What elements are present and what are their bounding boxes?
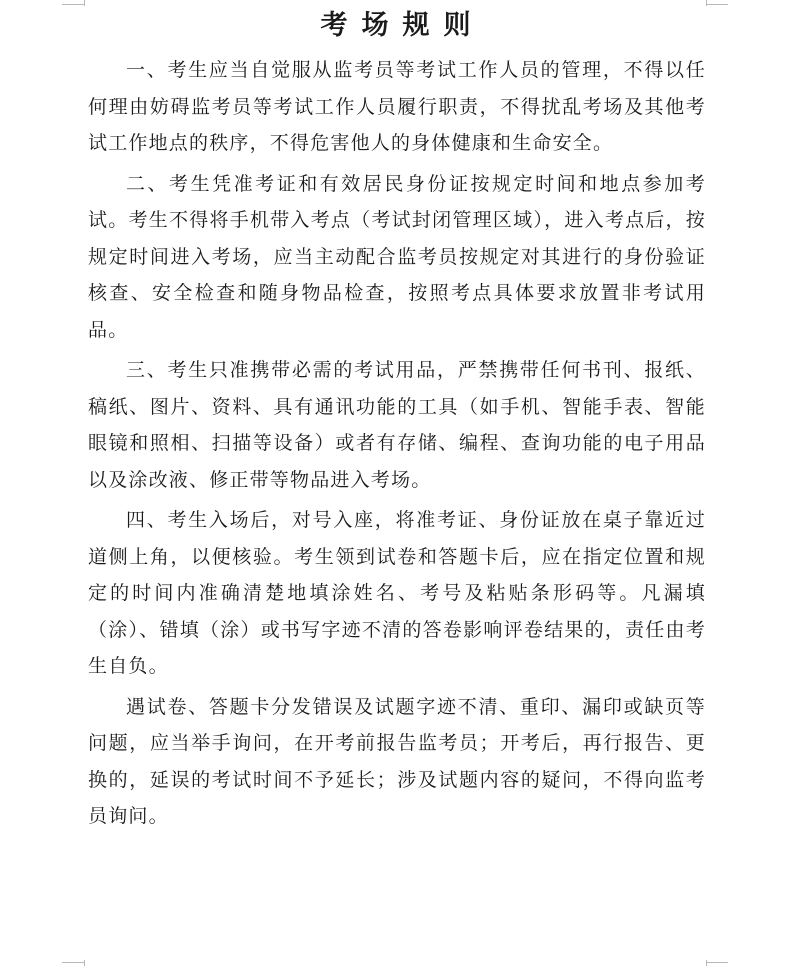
rule-paragraph-5: 遇试卷、答题卡分发错误及试题字迹不清、重印、漏印或缺页等问题，应当举手询问，在开考前报告监考员；开考后，再行报告、更换的，延误的考试时间不予延长；涉及试题内容的疑问，不得向监考员询问。 bbox=[88, 695, 706, 827]
document-title: 考场规则 bbox=[320, 10, 485, 41]
crop-mark-top-right-h bbox=[706, 4, 728, 5]
crop-mark-bottom-right-v bbox=[706, 960, 707, 966]
rule-paragraph-4: 四、考生入场后，对号入座，将准考证、身份证放在桌子靠近过道侧上角，以便核验。考生领到试卷和答题卡后，应在指定位置和规定的时间内准确清楚地填涂姓名、考号及粘贴条形码等。凡漏填（涂）、错填（涂）或书写字迹不清的答卷影响评卷结果的，责任由考生自负。 bbox=[88, 509, 706, 677]
rule-paragraph-3: 三、考生只准携带必需的考试用品，严禁携带任何书刊、报纸、稿纸、图片、资料、具有通讯功能的工具（如手机、智能手表、智能眼镜和照相、扫描等设备）或者有存储、编程、查询功能的电子用品以及涂改液、修正带等物品进入考场。 bbox=[88, 359, 706, 491]
document-body bbox=[88, 52, 706, 839]
crop-mark-bottom-left-h bbox=[62, 962, 84, 963]
rule-paragraph-1: 一、考生应当自觉服从监考员等考试工作人员的管理，不得以任何理由妨碍监考员等考试工作人员履行职责，不得扰乱考场及其他考试工作地点的秩序，不得危害他人的身体健康和生命安全。 bbox=[88, 59, 706, 154]
crop-mark-bottom-left-v bbox=[84, 960, 85, 966]
rule-paragraph-2: 二、考生凭准考证和有效居民身份证按规定时间和地点参加考试。考生不得将手机带入考点（考试封闭管理区域），进入考点后，按规定时间进入考场，应当主动配合监考员按规定对其进行的身份验证核查、安全检查和随身物品检查，按照考点具体要求放置非考试用品。 bbox=[88, 172, 706, 341]
crop-mark-bottom-right-h bbox=[706, 962, 728, 963]
crop-mark-top-left-h bbox=[62, 4, 84, 5]
